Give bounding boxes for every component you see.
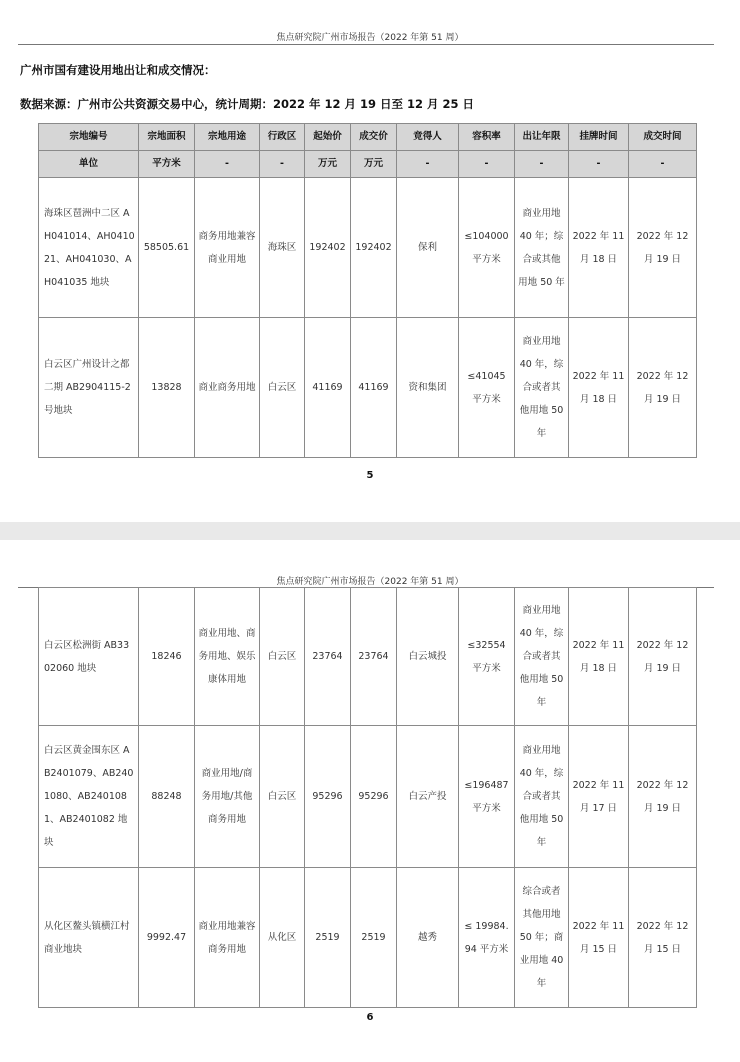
land-use: 商务用地兼容商业用地 bbox=[195, 178, 260, 318]
column-header: 行政区 bbox=[260, 124, 305, 151]
listing-date: 2022 年 11 月 17 日 bbox=[569, 726, 629, 868]
parcel-name: 白云区松洲街 AB3302060 地块 bbox=[39, 588, 139, 726]
page-gap bbox=[0, 522, 740, 540]
parcel-area: 9992.47 bbox=[139, 868, 195, 1008]
parcel-name: 白云区广州设计之都二期 AB2904115-2 号地块 bbox=[39, 318, 139, 458]
table-row bbox=[39, 318, 697, 458]
page-header: 焦点研究院广州市场报告（2022 年第 51 周） bbox=[276, 577, 464, 587]
land-use: 商业用地、商务用地、娱乐康体用地 bbox=[195, 588, 260, 726]
deal-price: 23764 bbox=[351, 588, 397, 726]
unit-cell: - bbox=[260, 151, 305, 178]
deal-price: 95296 bbox=[351, 726, 397, 868]
lease-term: 商业用地 40 年；综合或其他用地 50 年 bbox=[515, 178, 569, 318]
land-transaction-table bbox=[38, 123, 697, 458]
listing-date: 2022 年 11 月 15 日 bbox=[569, 868, 629, 1008]
parcel-name: 白云区黄金围东区 AB2401079、AB2401080、AB2401081、AB2401082 地块 bbox=[39, 726, 139, 868]
start-price: 2519 bbox=[305, 868, 351, 1008]
page-number: 5 bbox=[366, 470, 374, 481]
unit-cell: 万元 bbox=[351, 151, 397, 178]
winner: 资和集团 bbox=[397, 318, 459, 458]
table-row bbox=[39, 588, 697, 726]
deal-date: 2022 年 12 月 19 日 bbox=[629, 318, 697, 458]
land-use: 商业用地/商务用地/其他商务用地 bbox=[195, 726, 260, 868]
column-header: 宗地面积 bbox=[139, 124, 195, 151]
report-page-6 bbox=[0, 540, 740, 1062]
table-row bbox=[39, 178, 697, 318]
parcel-area: 88248 bbox=[139, 726, 195, 868]
plot-ratio: ≤32554 平方米 bbox=[459, 588, 515, 726]
parcel-name: 从化区鳌头镇横江村商业地块 bbox=[39, 868, 139, 1008]
parcel-area: 58505.61 bbox=[139, 178, 195, 318]
lease-term: 商业用地 40 年，综合或者其他用地 50 年 bbox=[515, 726, 569, 868]
unit-cell: 万元 bbox=[305, 151, 351, 178]
unit-cell: - bbox=[195, 151, 260, 178]
start-price: 23764 bbox=[305, 588, 351, 726]
page-header: 焦点研究院广州市场报告（2022 年第 51 周） bbox=[276, 33, 464, 43]
unit-cell: - bbox=[397, 151, 459, 178]
parcel-area: 13828 bbox=[139, 318, 195, 458]
unit-cell: - bbox=[459, 151, 515, 178]
deal-date: 2022 年 12 月 19 日 bbox=[629, 588, 697, 726]
winner: 白云产投 bbox=[397, 726, 459, 868]
parcel-name: 海珠区琶洲中二区 AH041014、AH041021、AH041030、AH041035 地块 bbox=[39, 178, 139, 318]
start-price: 192402 bbox=[305, 178, 351, 318]
start-price: 95296 bbox=[305, 726, 351, 868]
column-header: 容积率 bbox=[459, 124, 515, 151]
plot-ratio: ≤104000 平方米 bbox=[459, 178, 515, 318]
section-title: 广州市国有建设用地出让和成交情况： bbox=[20, 63, 216, 77]
deal-date: 2022 年 12 月 19 日 bbox=[629, 178, 697, 318]
table-row bbox=[39, 868, 697, 1008]
lease-term: 商业用地 40 年，综合或者其他用地 50 年 bbox=[515, 588, 569, 726]
unit-cell: - bbox=[515, 151, 569, 178]
land-use: 商业用地兼容商务用地 bbox=[195, 868, 260, 1008]
column-header: 宗地用途 bbox=[195, 124, 260, 151]
units-row bbox=[39, 151, 697, 178]
data-source-line: 数据来源：广州市公共资源交易中心，统计周期：2022 年 12 月 19 日至 12 月 25 日 bbox=[20, 97, 475, 111]
column-header: 成交时间 bbox=[629, 124, 697, 151]
column-header: 竞得人 bbox=[397, 124, 459, 151]
header-row bbox=[39, 124, 697, 151]
deal-price: 41169 bbox=[351, 318, 397, 458]
deal-price: 2519 bbox=[351, 868, 397, 1008]
winner: 保利 bbox=[397, 178, 459, 318]
winner: 白云城投 bbox=[397, 588, 459, 726]
lease-term: 综合或者其他用地 50 年；商业用地 40 年 bbox=[515, 868, 569, 1008]
land-use: 商业商务用地 bbox=[195, 318, 260, 458]
deal-price: 192402 bbox=[351, 178, 397, 318]
plot-ratio: ≤ 19984.94 平方米 bbox=[459, 868, 515, 1008]
district: 白云区 bbox=[260, 726, 305, 868]
listing-date: 2022 年 11 月 18 日 bbox=[569, 588, 629, 726]
deal-date: 2022 年 12 月 15 日 bbox=[629, 868, 697, 1008]
unit-cell: - bbox=[629, 151, 697, 178]
start-price: 41169 bbox=[305, 318, 351, 458]
plot-ratio: ≤196487 平方米 bbox=[459, 726, 515, 868]
winner: 越秀 bbox=[397, 868, 459, 1008]
column-header: 出让年限 bbox=[515, 124, 569, 151]
unit-cell: 单位 bbox=[39, 151, 139, 178]
listing-date: 2022 年 11 月 18 日 bbox=[569, 318, 629, 458]
district: 白云区 bbox=[260, 318, 305, 458]
listing-date: 2022 年 11 月 18 日 bbox=[569, 178, 629, 318]
column-header: 起始价 bbox=[305, 124, 351, 151]
page-number: 6 bbox=[366, 1012, 374, 1023]
table-row bbox=[39, 726, 697, 868]
district: 白云区 bbox=[260, 588, 305, 726]
land-transaction-table-continued bbox=[38, 587, 697, 1008]
district: 从化区 bbox=[260, 868, 305, 1008]
column-header: 宗地编号 bbox=[39, 124, 139, 151]
parcel-area: 18246 bbox=[139, 588, 195, 726]
district: 海珠区 bbox=[260, 178, 305, 318]
column-header: 挂牌时间 bbox=[569, 124, 629, 151]
lease-term: 商业用地 40 年，综合或者其他用地 50 年 bbox=[515, 318, 569, 458]
deal-date: 2022 年 12 月 19 日 bbox=[629, 726, 697, 868]
unit-cell: - bbox=[569, 151, 629, 178]
column-header: 成交价 bbox=[351, 124, 397, 151]
plot-ratio: ≤41045 平方米 bbox=[459, 318, 515, 458]
unit-cell: 平方米 bbox=[139, 151, 195, 178]
report-page-5 bbox=[0, 0, 740, 522]
header-rule bbox=[18, 44, 714, 45]
